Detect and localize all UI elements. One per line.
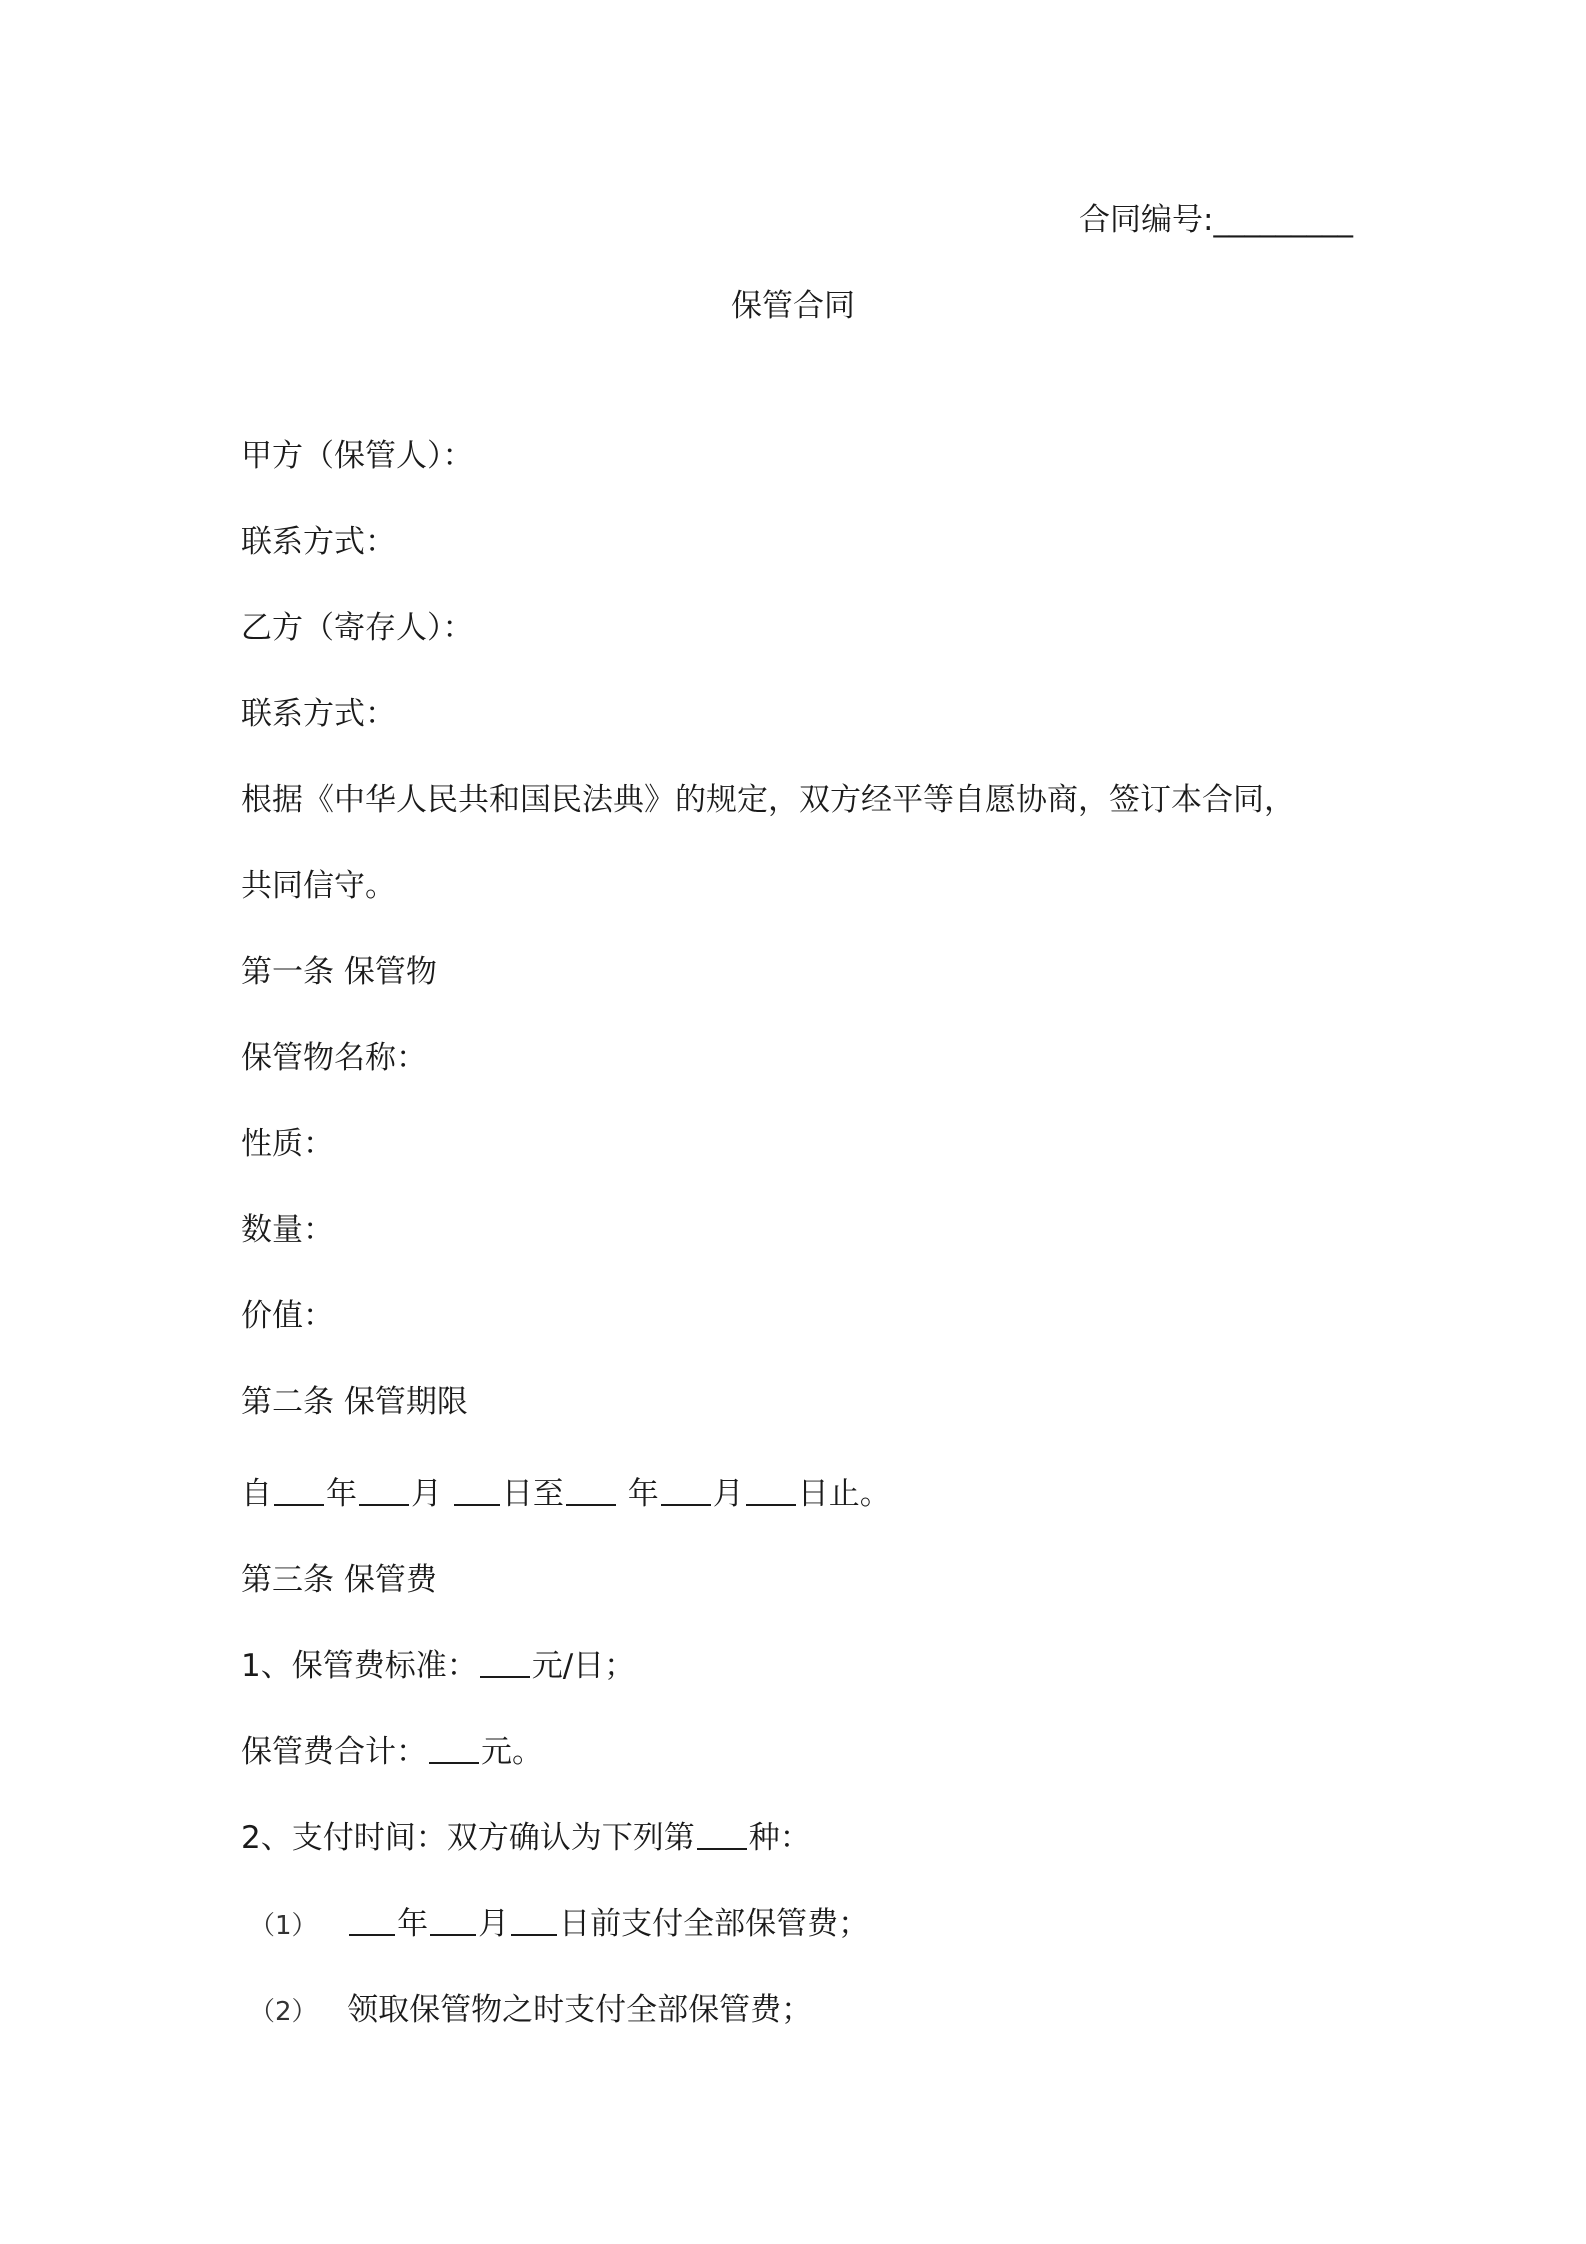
option-2-number: （2） <box>249 1997 318 2027</box>
option-1-month: 月 <box>478 1906 510 1942</box>
party-b-label: 乙方（寄存人）： <box>241 610 474 646</box>
blank-field <box>429 1732 479 1764</box>
document-title: 保管合同 <box>731 288 855 324</box>
option-1-rest: 日前支付全部保管费； <box>559 1906 870 1942</box>
term-period-line <box>241 1470 891 1518</box>
article-2-heading: 第二条 保管期限 <box>241 1384 468 1420</box>
fee-total-line <box>241 1728 543 1776</box>
option-1-number: （1） <box>249 1911 318 1941</box>
option-2-text: 领取保管物之时支付全部保管费； <box>347 1992 813 2028</box>
preamble-line-1: 根据《中华人民共和国民法典》的规定，双方经平等自愿协商，签订本合同， <box>241 782 1295 818</box>
blank-field <box>349 1904 395 1936</box>
term-from: 自 <box>241 1476 272 1512</box>
term-month-1: 月 <box>411 1476 442 1512</box>
term-year-1: 年 <box>326 1476 357 1512</box>
party-a-contact-label: 联系方式： <box>241 524 396 560</box>
term-month-2: 月 <box>712 1476 744 1512</box>
item-name-label: 保管物名称： <box>241 1040 427 1076</box>
blank-field <box>697 1818 747 1850</box>
party-a-label: 甲方（保管人）： <box>241 438 474 474</box>
blank-field <box>511 1904 557 1936</box>
pay-time-prefix: 2、支付时间：双方确认为下列第 <box>241 1820 695 1856</box>
payment-option-1 <box>249 1900 869 1950</box>
blank-field <box>746 1474 796 1506</box>
term-day-end: 日止。 <box>797 1476 891 1512</box>
blank-field <box>480 1646 530 1678</box>
pay-time-suffix: 种： <box>748 1820 811 1856</box>
blank-field <box>359 1474 409 1506</box>
blank-field <box>430 1904 476 1936</box>
article-1-heading: 第一条 保管物 <box>241 954 437 990</box>
fee-total-suffix: 元。 <box>481 1734 543 1770</box>
blank-field <box>566 1474 616 1506</box>
fee-standard-suffix: 元/日； <box>531 1648 636 1684</box>
fee-standard-prefix: 1、保管费标准： <box>241 1648 478 1684</box>
item-nature-label: 性质： <box>241 1126 334 1162</box>
term-year-2: 年 <box>627 1476 659 1512</box>
item-quantity-label: 数量： <box>241 1212 334 1248</box>
party-b-contact-label: 联系方式： <box>241 696 396 732</box>
article-3-heading: 第三条 保管费 <box>241 1562 437 1598</box>
item-value-label: 价值： <box>241 1298 334 1334</box>
blank-field <box>661 1474 711 1506</box>
blank-field <box>454 1474 500 1506</box>
fee-total-prefix: 保管费合计： <box>241 1734 427 1770</box>
blank-field <box>274 1474 324 1506</box>
option-1-year: 年 <box>397 1906 429 1942</box>
pay-time-line <box>241 1814 811 1862</box>
contract-number: 合同编号:_________ <box>1079 202 1353 238</box>
fee-standard-line <box>241 1642 635 1690</box>
preamble-line-2: 共同信守。 <box>241 868 396 904</box>
payment-option-2 <box>249 1986 812 2036</box>
term-day-to: 日至 <box>501 1476 564 1512</box>
